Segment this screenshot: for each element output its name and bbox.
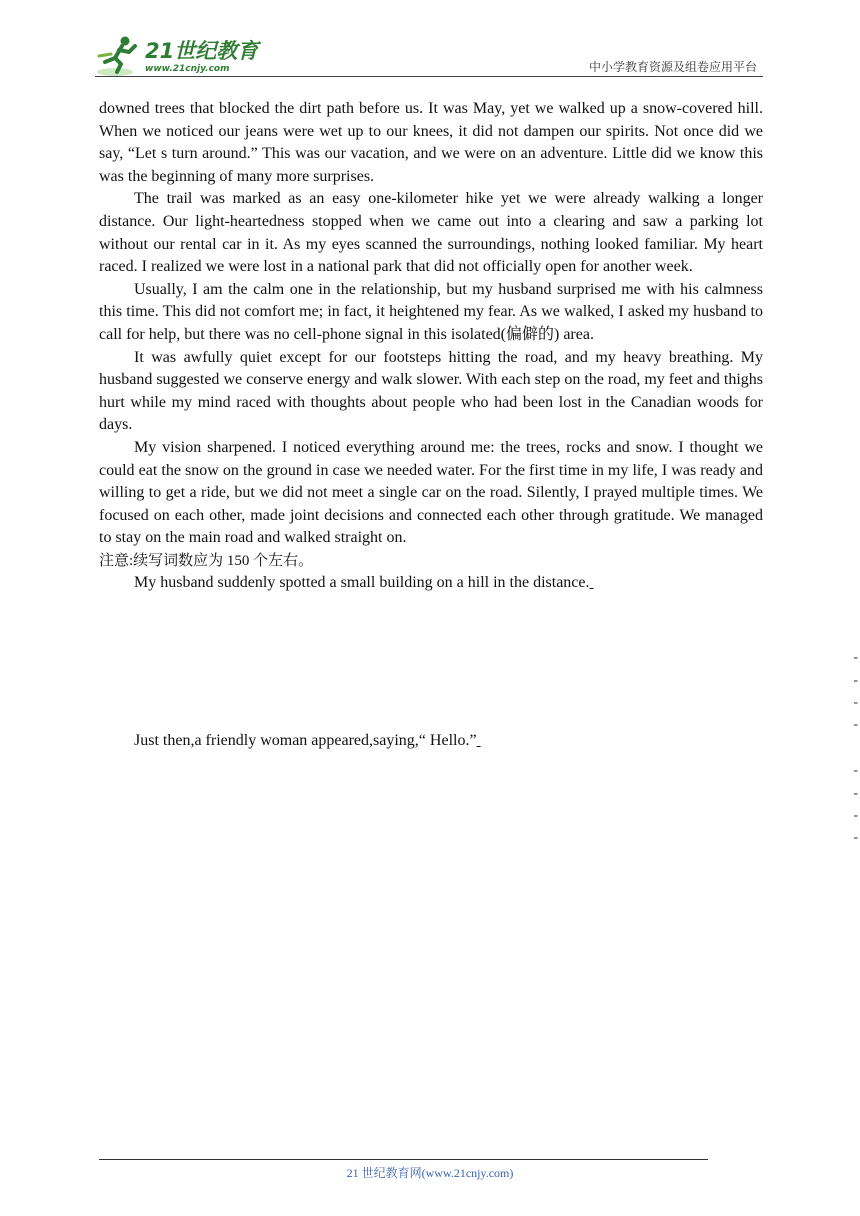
continuation-prompt-2 [99, 730, 798, 753]
answer-line-mark: - [853, 808, 858, 823]
page-footer[interactable]: 21 世纪教育网(www.21cnjy.com) [346, 1166, 514, 1180]
footer-divider [99, 1159, 708, 1160]
answer-line-mark: - [853, 763, 858, 778]
paragraph-1: downed trees that blocked the dirt path before us. It was May, yet we walked up a snow-covered hill. When we noticed our jeans were wet up to our knees, it did not dampen our spirits. Not once did we say, “Let s turn around.” This was our vacation, and we were on an adventure. Little did we know this was the beginning of many more surprises. [99, 100, 763, 185]
platform-name: 中小学教育资源及组卷应用平台 [588, 60, 757, 74]
paragraph-2: The trail was marked as an easy one-kilometer hike yet we were already walking a longer distance. Our light-heartedness stopped when we came out into a clearing and saw a parking lot without our rental car in it. As my eyes scanned the surroundings, nothing looked familiar. My heart raced. I realized we were lost in a national park that did not officially open for another week. [99, 190, 763, 276]
continuation-prompt-1 [99, 572, 763, 595]
answer-line-mark: - [853, 695, 858, 710]
answer-line-mark: - [853, 830, 858, 845]
prompt-1-text: My husband suddenly spotted a small building on a hill in the distance. [134, 574, 590, 592]
paragraph-3: Usually, I am the calm one in the relationship, but my husband surprised me with his calmness this time. This did not comfort me; in fact, it heightened my fear. As we walked, I asked my husband to call for help, but there was no cell-phone signal in this isolated(偏僻的) area. [99, 280, 763, 343]
answer-line-mark: - [853, 717, 858, 732]
answer-line-mark: - [853, 650, 858, 665]
prompt-2-text: Just then,a friendly woman appeared,saying,“ Hello.” [134, 732, 477, 749]
page-header [95, 30, 763, 78]
header-divider [95, 76, 763, 77]
answer-line-mark: - [853, 673, 858, 688]
answer-line-mark: - [853, 786, 858, 801]
paragraph-5: My vision sharpened. I noticed everything around me: the trees, rocks and snow. I thought we could eat the snow on the ground in case we needed water. For the first time in my life, I was ready and willing to get a ride, but we did not meet a single car on the road. Silently, I prayed multiple times. We focused on each other, made joint decisions and connected each other through gratitude. We managed to stay on the main road and walked straight on. [99, 438, 763, 547]
logo-url: www.21cnjy.com [145, 64, 230, 74]
prompt-2-blank [477, 732, 481, 749]
logo-text: 21世纪教育 [145, 39, 259, 63]
paragraph-4: It was awfully quiet except for our footsteps hitting the road, and my heavy breathing. My husband suggested we conserve energy and walk slower. With each step on the road, my feet and thighs hurt while my mind raced with thoughts about people who had been lost in the Canadian woods for days. [99, 348, 763, 434]
runner-logo-icon [95, 34, 147, 78]
site-logo[interactable] [95, 34, 265, 76]
article-body [99, 98, 763, 595]
word-count-note: 注意:续写词数应为 150 个左右。 [99, 552, 314, 569]
prompt-1-blank [590, 574, 594, 591]
